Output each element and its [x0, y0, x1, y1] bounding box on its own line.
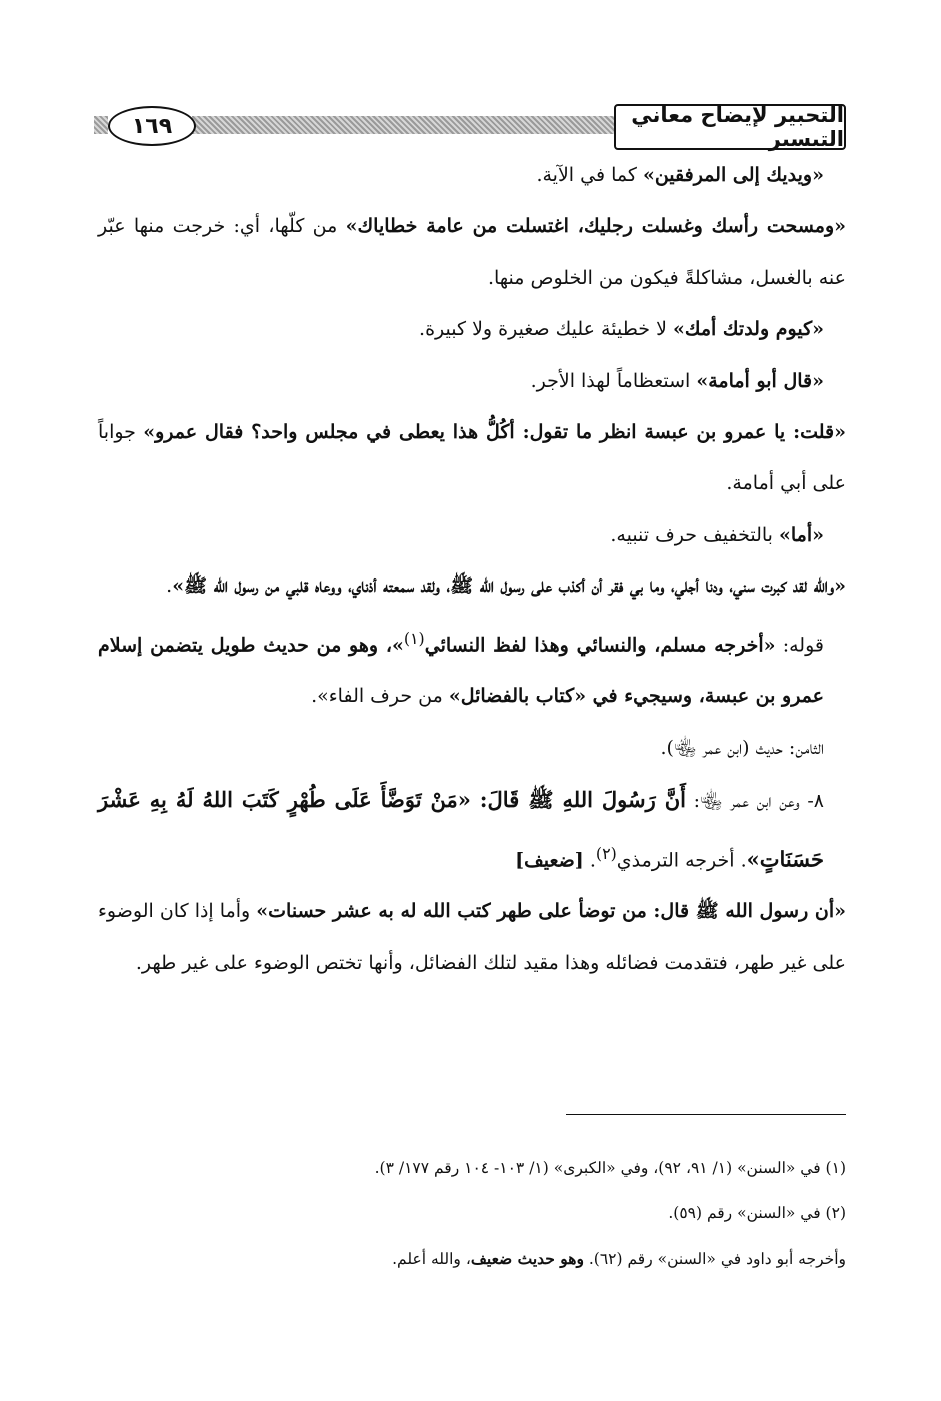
commentary-text: . أخرجه الترمذي [616, 848, 747, 871]
footnotes [98, 1146, 846, 1282]
commentary-text: لا خطيئة عليك صغيرة ولا كبيرة. [419, 318, 673, 341]
commentary-text: بالتخفيف حرف تنبيه. [610, 523, 779, 546]
paragraph-1 [98, 150, 846, 201]
footnote-2: (٢) في «السنن» رقم (٥٩). [668, 1204, 846, 1222]
paragraph-5 [98, 407, 846, 510]
commentary-text: وأما إذا كان الوضوء على غير طهر، فتقدمت فضائله وهذا مقيد لتلك الفضائل، وأنها تختص الوضوء على غير طهر. [98, 900, 846, 974]
footnote-1: (١) في «السنن» (١/ ٩١، ٩٢)، وفي «الكبرى» (١/ ١٠٣- ١٠٤ رقم ١٧٧/ ٣). [374, 1159, 846, 1177]
quote-bold: «قال أبو أمامة» [696, 369, 824, 392]
quote-bold: «أخرجه مسلم، والنسائي وهذا لفظ النسائي [424, 633, 776, 656]
quote-bold: «والله لقد كبرت سني، ودنا أجلي، وما بي فقر أن أكذب على رسول الله ﷺ، ولقد سمعته أذناي، ووعاه قلبي من رسول الله ﷺ» [172, 575, 846, 598]
footnote-ref-2: (٢) [595, 843, 617, 863]
commentary-text: استعظاماً لهذا الأجر. [530, 369, 697, 392]
paragraph-4 [98, 356, 846, 407]
grade-label: [ضعيف] [515, 848, 584, 871]
commentary-text: قوله: [775, 633, 824, 656]
footnote-ref-1: (١) [403, 628, 425, 648]
main-text [98, 150, 846, 989]
footnote-3: وأخرجه أبو داود في «السنن» رقم (٦٢). وهو حديث ضعيف، والله أعلم. [392, 1249, 846, 1268]
footnote-bold: وهو حديث ضعيف [470, 1249, 584, 1268]
quote-bold: «أما» [779, 523, 824, 546]
page-number: ١٦٩ [108, 106, 196, 146]
hadith-text: أَنَّ رَسُولَ اللهِ ﷺ قَالَ: «مَنْ تَوَضَّأَ عَلَى طُهْرٍ كَتَبَ اللهُ لَهُ بِهِ عَشْرَ حَسَنَاتٍ» [98, 787, 824, 871]
quote-bold: «ومسحت رأسك وغسلت رجليك، اغتسلت من عامة خطاياك» [345, 215, 847, 238]
paragraph-2 [98, 201, 846, 304]
commentary-text: من حرف الفاء». [311, 685, 449, 708]
header-decorative-band [192, 116, 614, 134]
commentary-text: . [166, 575, 173, 598]
paragraph-11 [98, 886, 846, 989]
quote-bold: »، وهو من حديث طويل يتضمن إسلام عمرو بن عبسة، وسيجيء في «كتاب بالفضائل» [98, 633, 824, 708]
quote-bold: «أن رسول الله ﷺ قال: من توضأ على طهر كتب الله له به عشر حسنات» [256, 900, 846, 923]
page-header [94, 100, 846, 152]
paragraph-7 [98, 561, 846, 612]
hadith-8: ٨- وعن ابن عمر ﵄: أَنَّ رَسُولَ اللهِ ﷺ قَالَ: «مَنْ تَوَضَّأَ عَلَى طُهْرٍ كَتَبَ اللهُ لَهُ بِهِ عَشْرَ حَسَنَاتٍ». أخرجه الترمذي$^{(٢)}$. [ضعيف] [98, 787, 824, 871]
header-decorative-band-end [94, 116, 108, 134]
section-heading: الثامن: حديث (ابن عمر ﵄). [660, 736, 824, 759]
quote-bold: «كيوم ولدتك أمك» [672, 318, 824, 341]
paragraph-8 [98, 613, 846, 723]
hadith-number: ٨- وعن ابن عمر ﵄: [685, 790, 824, 813]
paragraph-3 [98, 304, 846, 355]
book-title: التحبير لإيضاح معاني التيسير [614, 104, 846, 150]
paragraph-6 [98, 510, 846, 561]
commentary-text: كما في الآية. [536, 164, 643, 186]
commentary-text: من كلّها، أي: خرجت منها عبّر عنه بالغسل، مشاكلةً فيكون من الخلوص منها. [98, 215, 846, 289]
commentary-text: جواباً على أبي أمامة. [98, 421, 846, 495]
quote-bold: «ويديك إلى المرفقين» [642, 164, 824, 186]
footnote-separator [566, 1114, 846, 1115]
quote-bold: «قلت: يا عمرو بن عبسة انظر ما تقول: أكُلُّ هذا يعطى في مجلس واحد؟ فقال عمرو» [143, 421, 846, 444]
